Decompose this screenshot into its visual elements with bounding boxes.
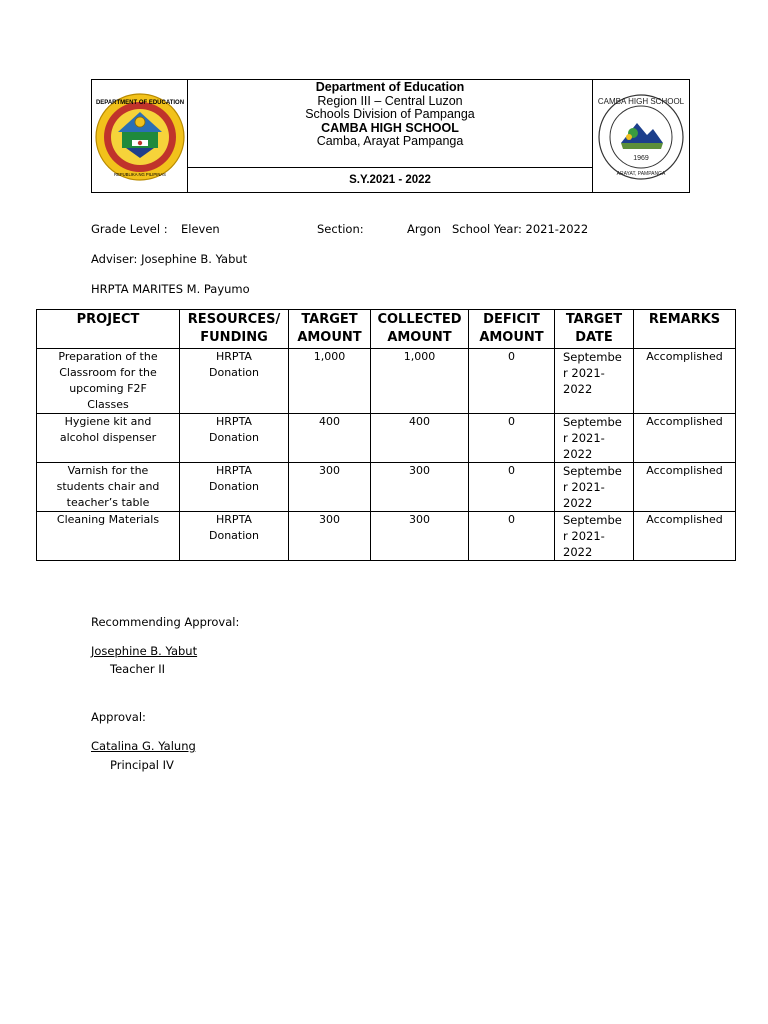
approval-label: Approval: [91,710,146,724]
deped-seal-icon [94,92,186,182]
cell-target-amount: 300 [289,463,371,512]
cell-collected-amount: 300 [371,463,469,512]
cell-remarks: Accomplished [634,463,736,512]
cell-remarks: Accomplished [634,349,736,414]
school-address: Camba, Arayat Pampanga [316,134,464,149]
col-header-funding: RESOURCES/ FUNDING [180,310,289,349]
cell-target-amount: 400 [289,414,371,463]
left-logo-cell [92,80,188,192]
school-name: CAMBA HIGH SCHOOL [321,120,459,135]
hrpta-line: HRPTA MARITES M. Payumo [91,282,250,296]
recommending-approval-label: Recommending Approval: [91,615,240,629]
col-header-target-amount: TARGET AMOUNT [289,310,371,349]
grade-level-value: Eleven [181,222,220,236]
cell-collected-amount: 1,000 [371,349,469,414]
recommender-name: Josephine B. Yabut [91,644,198,658]
section-value: Argon [407,222,442,236]
cell-funding: HRPTA Donation [180,349,289,414]
cell-project: Varnish for the students chair and teacher’s table [37,463,180,512]
cell-remarks: Accomplished [634,414,736,463]
col-header-collected-amount: COLLECTED AMOUNT [371,310,469,349]
cell-deficit-amount: 0 [469,512,555,561]
right-logo-cell [592,80,689,192]
col-header-remarks: REMARKS [634,310,736,349]
region-name: Region III – Central Luzon [317,93,463,108]
cell-funding: HRPTA Donation [180,512,289,561]
left-seal-bottom-text: REPUBLIKA NG PILIPINAS [114,172,166,177]
cell-target-date: Septembe r 2021- 2022 [555,463,634,512]
letterhead [91,79,690,193]
table-header-row [37,310,736,349]
cell-target-amount: 300 [289,512,371,561]
col-header-target-date: TARGET DATE [555,310,634,349]
right-seal-bottom-text: ARAYAT, PAMPANGA [616,171,666,177]
grade-level-label: Grade Level : [91,222,168,236]
projects-table [36,309,736,561]
table-row [37,414,736,463]
cell-deficit-amount: 0 [469,414,555,463]
cell-project: Cleaning Materials [37,512,180,561]
cell-funding: HRPTA Donation [180,463,289,512]
school-year-banner: S.Y.2021 - 2022 [188,167,592,192]
letterhead-center [188,80,592,192]
cell-collected-amount: 400 [371,414,469,463]
right-seal-year: 1969 [633,155,649,162]
cell-remarks: Accomplished [634,512,736,561]
cell-deficit-amount: 0 [469,463,555,512]
col-header-project: PROJECT [37,310,180,349]
table-row [37,463,736,512]
camba-seal-icon [597,93,685,181]
approver-title: Principal IV [110,758,174,772]
cell-project: Preparation of the Classroom for the upcoming F2F Classes [37,349,180,414]
cell-collected-amount: 300 [371,512,469,561]
school-year-label: School Year: 2021-2022 [452,222,589,236]
department-name: Department of Education [315,80,465,94]
cell-funding: HRPTA Donation [180,414,289,463]
left-seal-ring-text: DEPARTMENT OF EDUCATION [95,100,185,106]
cell-project: Hygiene kit and alcohol dispenser [37,414,180,463]
adviser-line: Adviser: Josephine B. Yabut [91,252,248,266]
cell-deficit-amount: 0 [469,349,555,414]
cell-target-date: Septembe r 2021- 2022 [555,414,634,463]
col-header-deficit-amount: DEFICIT AMOUNT [469,310,555,349]
cell-target-date: Septembe r 2021- 2022 [555,512,634,561]
cell-target-amount: 1,000 [289,349,371,414]
division-name: Schools Division of Pampanga [305,107,475,122]
approver-name: Catalina G. Yalung [91,739,196,753]
table-row [37,512,736,561]
right-seal-ring-text: CAMBA HIGH SCHOOL [597,97,685,106]
recommender-title: Teacher II [110,662,166,676]
cell-target-date: Septembe r 2021- 2022 [555,349,634,414]
section-label: Section: [317,222,364,236]
table-row [37,349,736,414]
